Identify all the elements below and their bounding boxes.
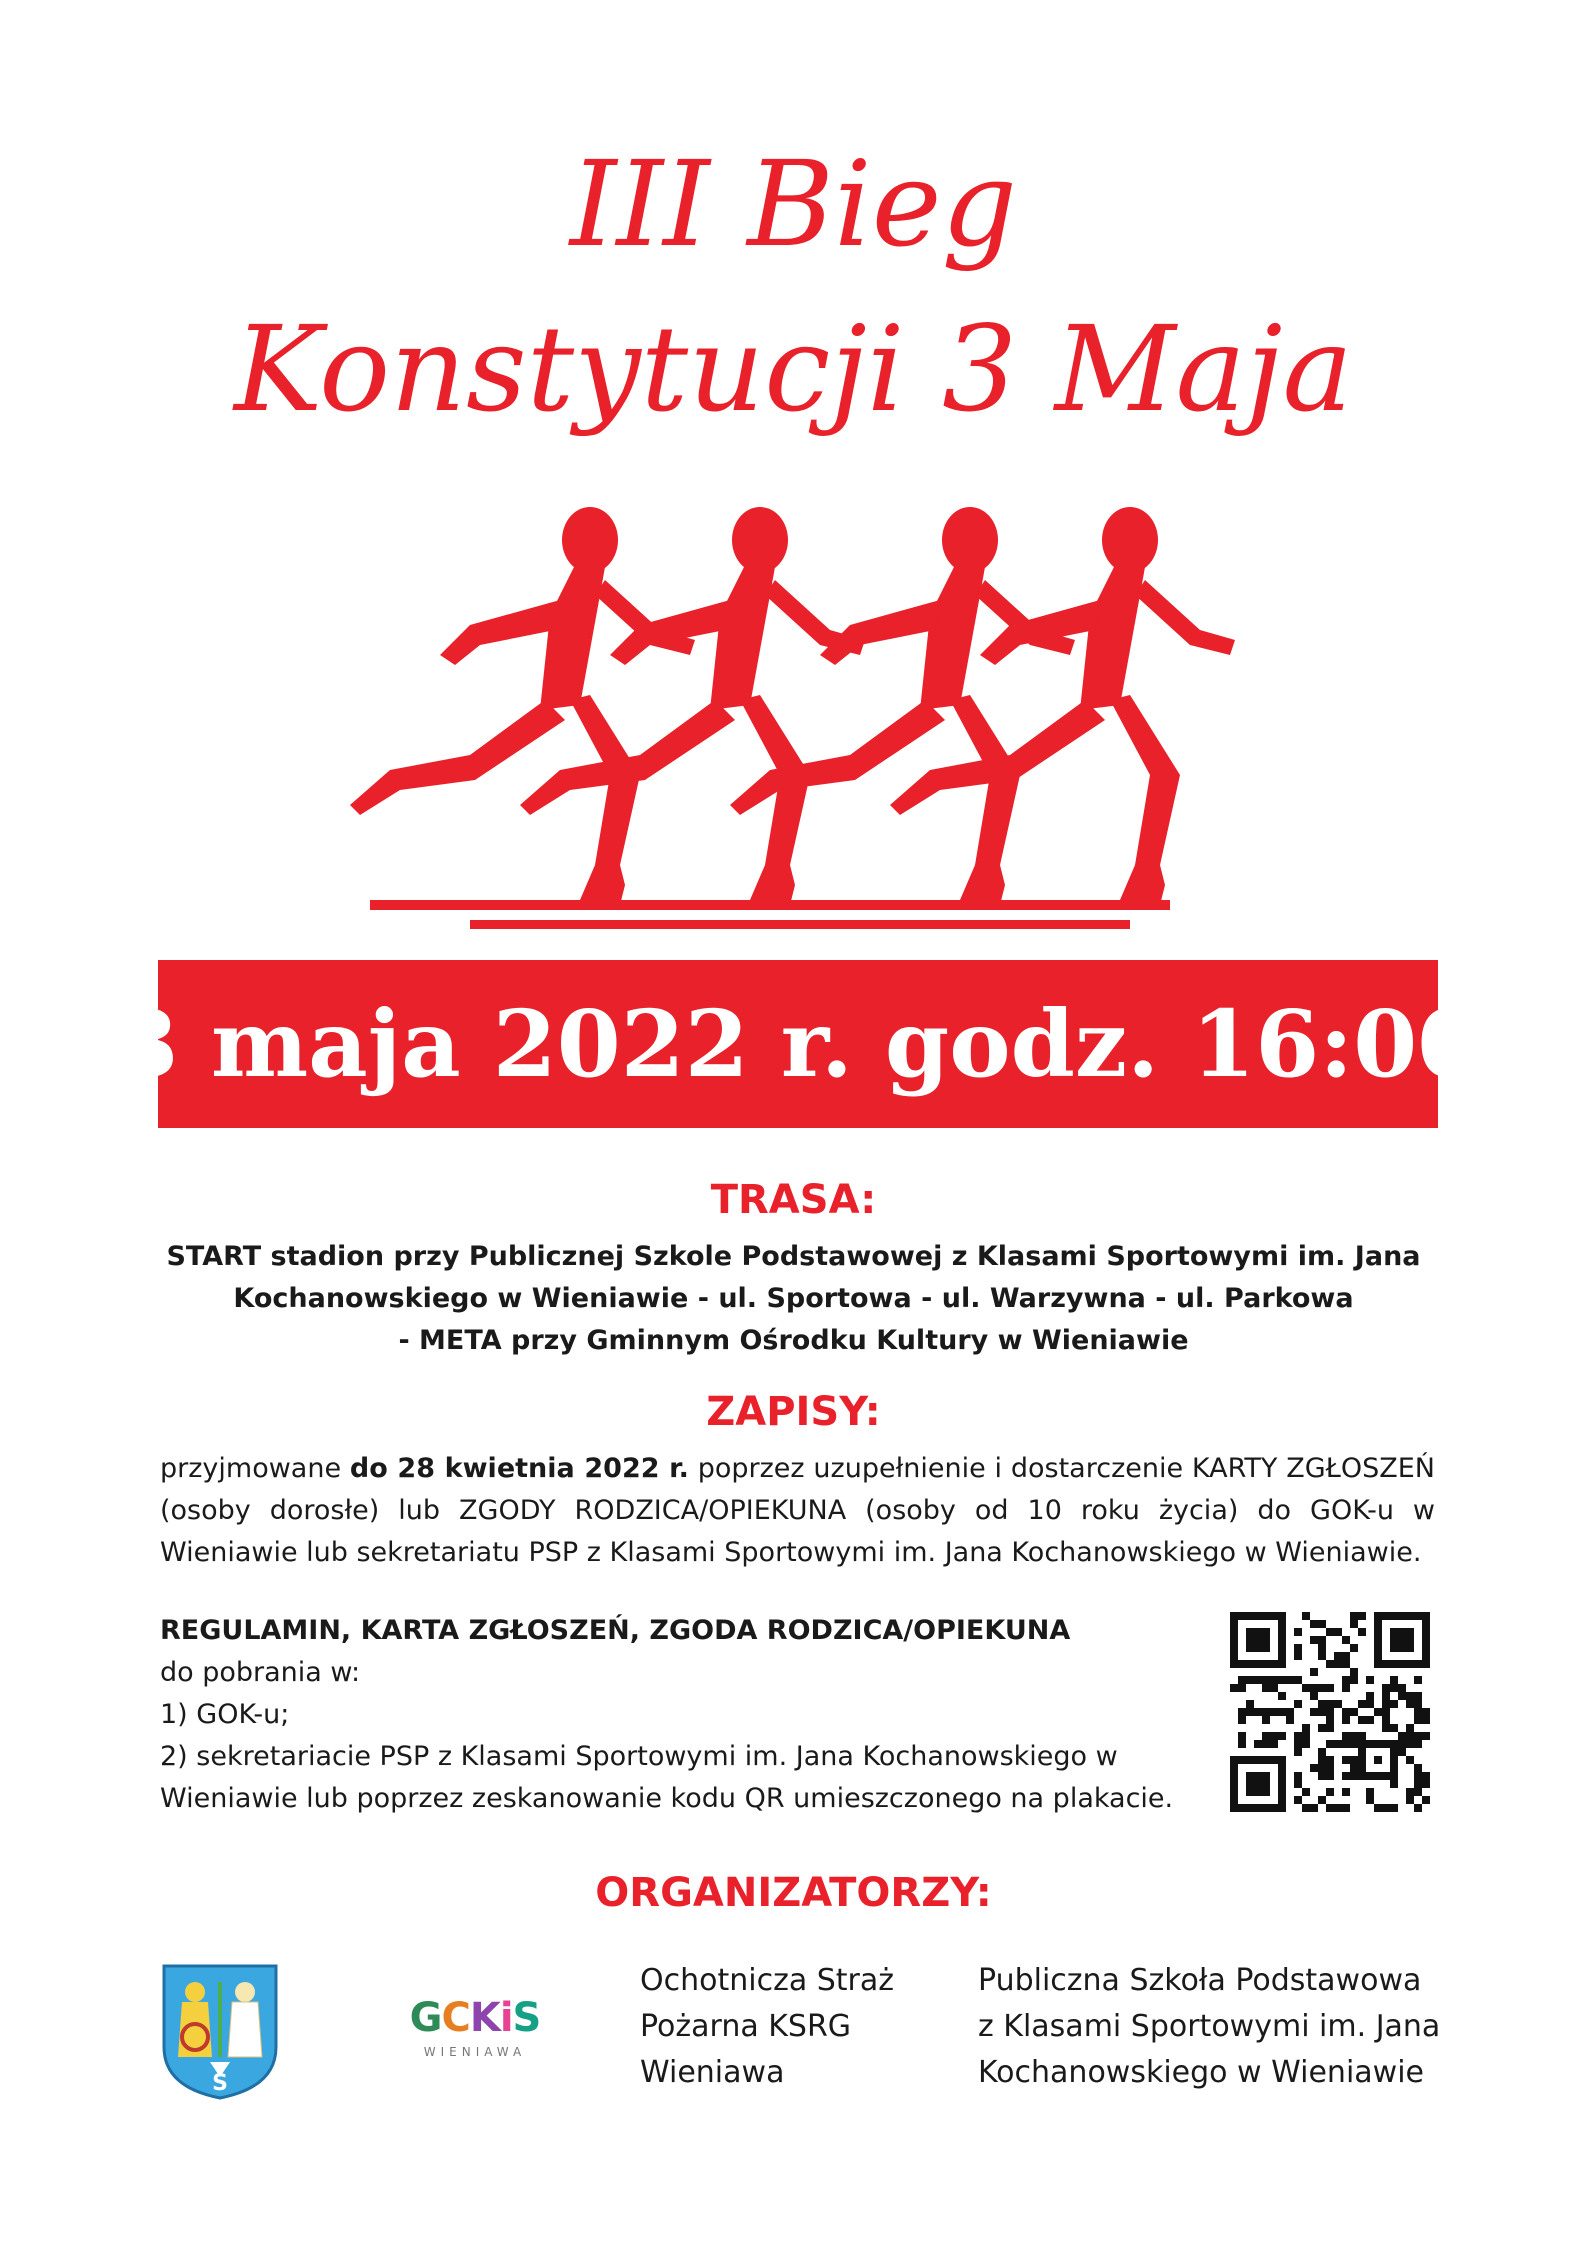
organizers-heading: ORGANIZATORZY: bbox=[595, 1870, 992, 1916]
gckis-logo-text bbox=[395, 1995, 555, 2041]
downloads-block bbox=[160, 1610, 1220, 1820]
route-description bbox=[140, 1236, 1447, 1362]
svg-text:S: S bbox=[212, 2071, 228, 2096]
poster-title-line-1: III Bieg bbox=[569, 135, 1018, 273]
downloads-title: REGULAMIN, KARTA ZGŁOSZEŃ, ZGODA RODZICA/OPIEKUNA bbox=[160, 1615, 1071, 1646]
route-line-1: START stadion przy Publicznej Szkole Podstawowej z Klasami Sportowymi im. Jana bbox=[166, 1241, 1421, 1272]
coat-of-arms-icon bbox=[160, 1962, 280, 2102]
route-line-3: - META przy Gminnym Ośrodku Kultury w Wieniawie bbox=[398, 1325, 1189, 1356]
organizer-psp-line-2: z Klasami Sportowymi im. Jana bbox=[978, 2009, 1441, 2044]
gckis-logo-letter: K bbox=[469, 1995, 500, 2041]
event-date-time: 3 maja 2022 r. godz. 16:00 bbox=[114, 990, 1482, 1098]
organizer-psp bbox=[978, 1958, 1448, 2096]
gckis-logo-letter: S bbox=[512, 1995, 541, 2041]
downloads-item-2-line-1: 2) sekretariacie PSP z Klasami Sportowymi im. Jana Kochanowskiego w bbox=[160, 1741, 1118, 1772]
organizer-osp bbox=[640, 1958, 960, 2096]
gckis-logo-letter: G bbox=[409, 1995, 442, 2041]
organizer-osp-line-3: Wieniawa bbox=[640, 2055, 785, 2090]
registration-text: poprzez uzupełnienie i dostarczenie KARTY ZGŁOSZEŃ (osoby dorosłe) lub ZGODY RODZICA/OPIEKUNA (osoby od 10 roku życia) do GOK-u w Wieniawie lub sekretariatu PSP z Klasami Sportowymi im. Jana Kochanowskiego w Wieniawie. bbox=[160, 1453, 1435, 1568]
registration-prefix: przyjmowane bbox=[160, 1453, 350, 1484]
downloads-item-2-line-2: Wieniawie lub poprzez zeskanowanie kodu QR umieszczonego na plakacie. bbox=[160, 1783, 1174, 1814]
organizer-osp-line-1: Ochotnicza Straż bbox=[640, 1963, 895, 1998]
organizer-psp-line-3: Kochanowskiego w Wieniawie bbox=[978, 2055, 1424, 2090]
poster-title-line-2: Konstytucji 3 Maja bbox=[234, 300, 1353, 438]
gckis-logo-subtitle: WIENIAWA bbox=[423, 2045, 527, 2059]
gckis-logo bbox=[395, 1995, 555, 2065]
date-banner bbox=[114, 960, 1482, 1128]
registration-heading: ZAPISY: bbox=[706, 1389, 881, 1435]
registration-description bbox=[160, 1448, 1435, 1574]
route-heading: TRASA: bbox=[710, 1177, 877, 1223]
qr-code-icon[interactable] bbox=[1230, 1612, 1430, 1812]
organizer-psp-line-1: Publiczna Szkoła Podstawowa bbox=[978, 1963, 1422, 1998]
route-line-2: Kochanowskiego w Wieniawie - ul. Sportowa - ul. Warzywna - ul. Parkowa bbox=[233, 1283, 1354, 1314]
downloads-intro: do pobrania w: bbox=[160, 1657, 361, 1688]
downloads-item-1: 1) GOK-u; bbox=[160, 1699, 290, 1730]
gckis-logo-letter: C bbox=[441, 1995, 470, 2041]
runners-silhouette-icon bbox=[290, 495, 1240, 955]
organizer-osp-line-2: Pożarna KSRG bbox=[640, 2009, 852, 2044]
gckis-logo-letter: i bbox=[499, 1995, 513, 2041]
registration-deadline: do 28 kwietnia 2022 r. bbox=[349, 1453, 689, 1484]
